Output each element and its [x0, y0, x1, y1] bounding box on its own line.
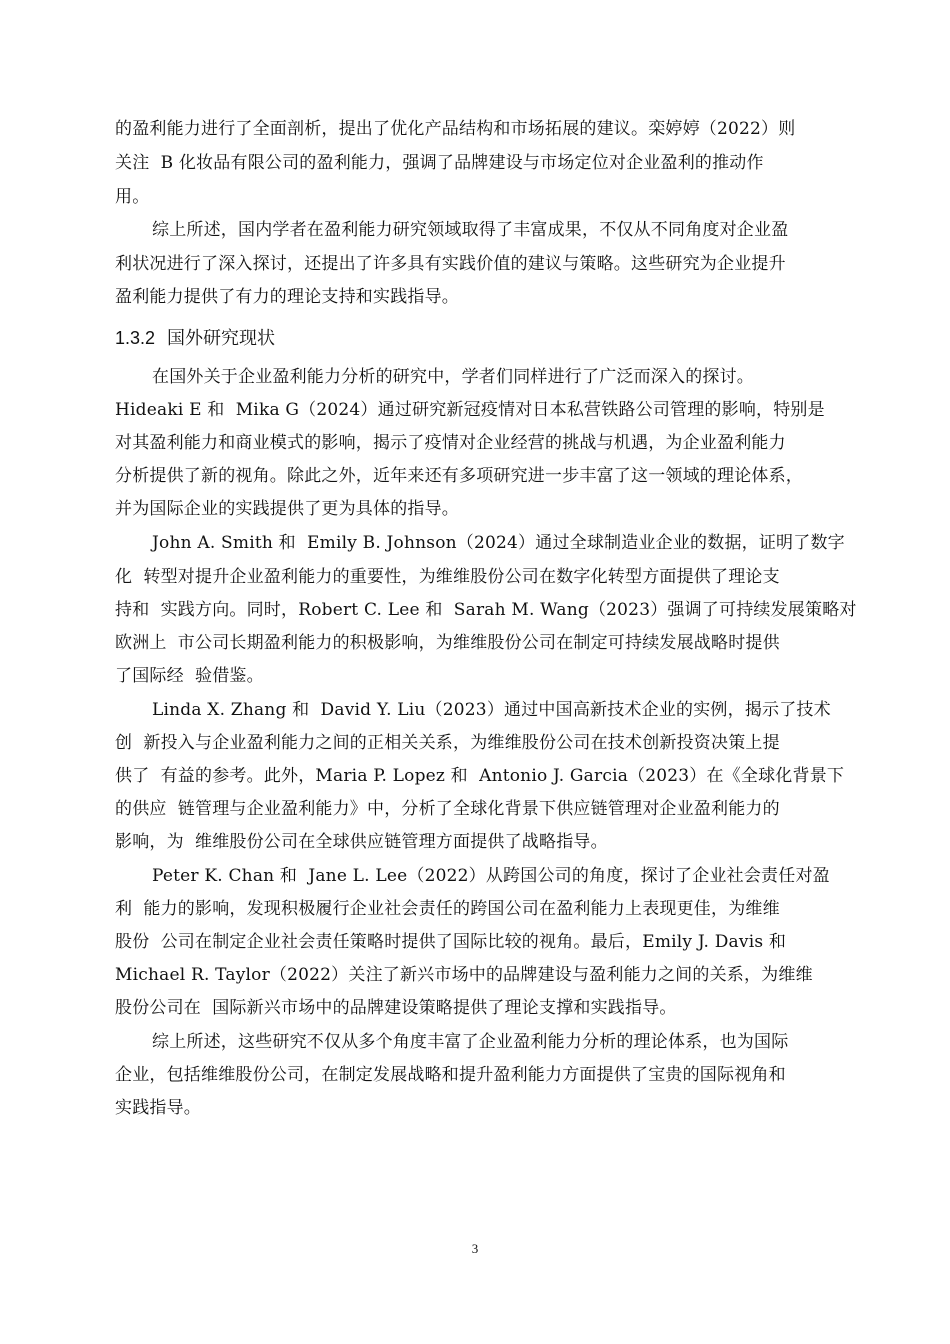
paragraph-5-line-2: 创 新投入与企业盈利能力之间的正相关关系，为维维股份公司在技术创新投资决策上提 [115, 733, 780, 753]
paragraph-4-line-1: John A. Smith 和 Emily B. Johnson（2024）通过全球制造业企业的数据，证明了数字 [152, 533, 845, 553]
paragraph-6-line-5: 股份公司在 国际新兴市场中的品牌建设策略提供了理论支撑和实践指导。 [115, 998, 677, 1018]
paragraph-4-line-5: 了国际经 验借鉴。 [115, 666, 264, 686]
paragraph-3-line-2: Hideaki E 和 Mika G（2024）通过研究新冠疫情对日本私营铁路公司管理的影响，特别是 [115, 400, 825, 420]
page-number: 3 [471, 1241, 479, 1256]
paragraph-4-line-2: 化 转型对提升企业盈利能力的重要性，为维维股份公司在数字化转型方面提供了理论支 [115, 567, 780, 587]
paragraph-7-line-1: 综上所述，这些研究不仅从多个角度丰富了企业盈利能力分析的理论体系，也为国际 [152, 1032, 789, 1052]
paragraph-6-line-2: 利 能力的影响，发现积极履行企业社会责任的跨国公司在盈利能力上表现更佳，为维维 [115, 899, 780, 919]
paragraph-2-line-1: 综上所述，国内学者在盈利能力研究领域取得了丰富成果，不仅从不同角度对企业盈 [152, 220, 789, 240]
paragraph-7-line-3: 实践指导。 [115, 1098, 201, 1118]
paragraph-3-line-5: 并为国际企业的实践提供了更为具体的指导。 [115, 499, 459, 519]
paragraph-5-line-1: Linda X. Zhang 和 David Y. Liu（2023）通过中国高新技术企业的实例，揭示了技术 [152, 700, 831, 720]
section-heading [115, 326, 275, 351]
paragraph-5-line-3: 供了 有益的参考。此外，Maria P. Lopez 和 Antonio J. Garcia（2023）在《全球化背景下 [115, 766, 845, 786]
paragraph-1-line-3: 用。 [115, 187, 150, 207]
paragraph-6-line-1: Peter K. Chan 和 Jane L. Lee（2022）从跨国公司的角度，探讨了企业社会责任对盈 [152, 866, 830, 886]
section-title: 国外研究现状 [167, 328, 276, 349]
paragraph-6-line-3: 股份 公司在制定企业社会责任策略时提供了国际比较的视角。最后，Emily J. Davis 和 [115, 932, 787, 952]
paragraph-2-line-2: 利状况进行了深入探讨，还提出了许多具有实践价值的建议与策略。这些研究为企业提升 [115, 254, 786, 274]
paragraph-5-line-4: 的供应 链管理与企业盈利能力》中，分析了全球化背景下供应链管理对企业盈利能力的 [115, 799, 780, 819]
paragraph-1-line-1: 的盈利能力进行了全面剖析，提出了优化产品结构和市场拓展的建议。栾婷婷（2022）则 [115, 119, 796, 139]
paragraph-2-line-3: 盈利能力提供了有力的理论支持和实践指导。 [115, 287, 459, 307]
paragraph-6-line-4: Michael R. Taylor（2022）关注了新兴市场中的品牌建设与盈利能力之间的关系，为维维 [115, 965, 813, 985]
section-number: 1.3.2 [115, 328, 156, 348]
paragraph-3-line-3: 对其盈利能力和商业模式的影响，揭示了疫情对企业经营的挑战与机遇，为企业盈利能力 [115, 433, 786, 453]
paragraph-4-line-3: 持和 实践方向。同时，Robert C. Lee 和 Sarah M. Wang（2023）强调了可持续发展策略对 [115, 600, 857, 620]
paragraph-3-line-1: 在国外关于企业盈利能力分析的研究中，学者们同样进行了广泛而深入的探讨。 [152, 367, 754, 387]
paragraph-7-line-2: 企业，包括维维股份公司，在制定发展战略和提升盈利能力方面提供了宝贵的国际视角和 [115, 1065, 786, 1085]
paragraph-3-line-4: 分析提供了新的视角。除此之外，近年来还有多项研究进一步丰富了这一领域的理论体系， [115, 466, 803, 486]
paragraph-5-line-5: 影响，为 维维股份公司在全球供应链管理方面提供了战略指导。 [115, 832, 608, 852]
paragraph-1-line-2: 关注 B 化妆品有限公司的盈利能力，强调了品牌建设与市场定位对企业盈利的推动作 [115, 153, 764, 173]
paragraph-4-line-4: 欧洲上 市公司长期盈利能力的积极影响，为维维股份公司在制定可持续发展战略时提供 [115, 633, 780, 653]
